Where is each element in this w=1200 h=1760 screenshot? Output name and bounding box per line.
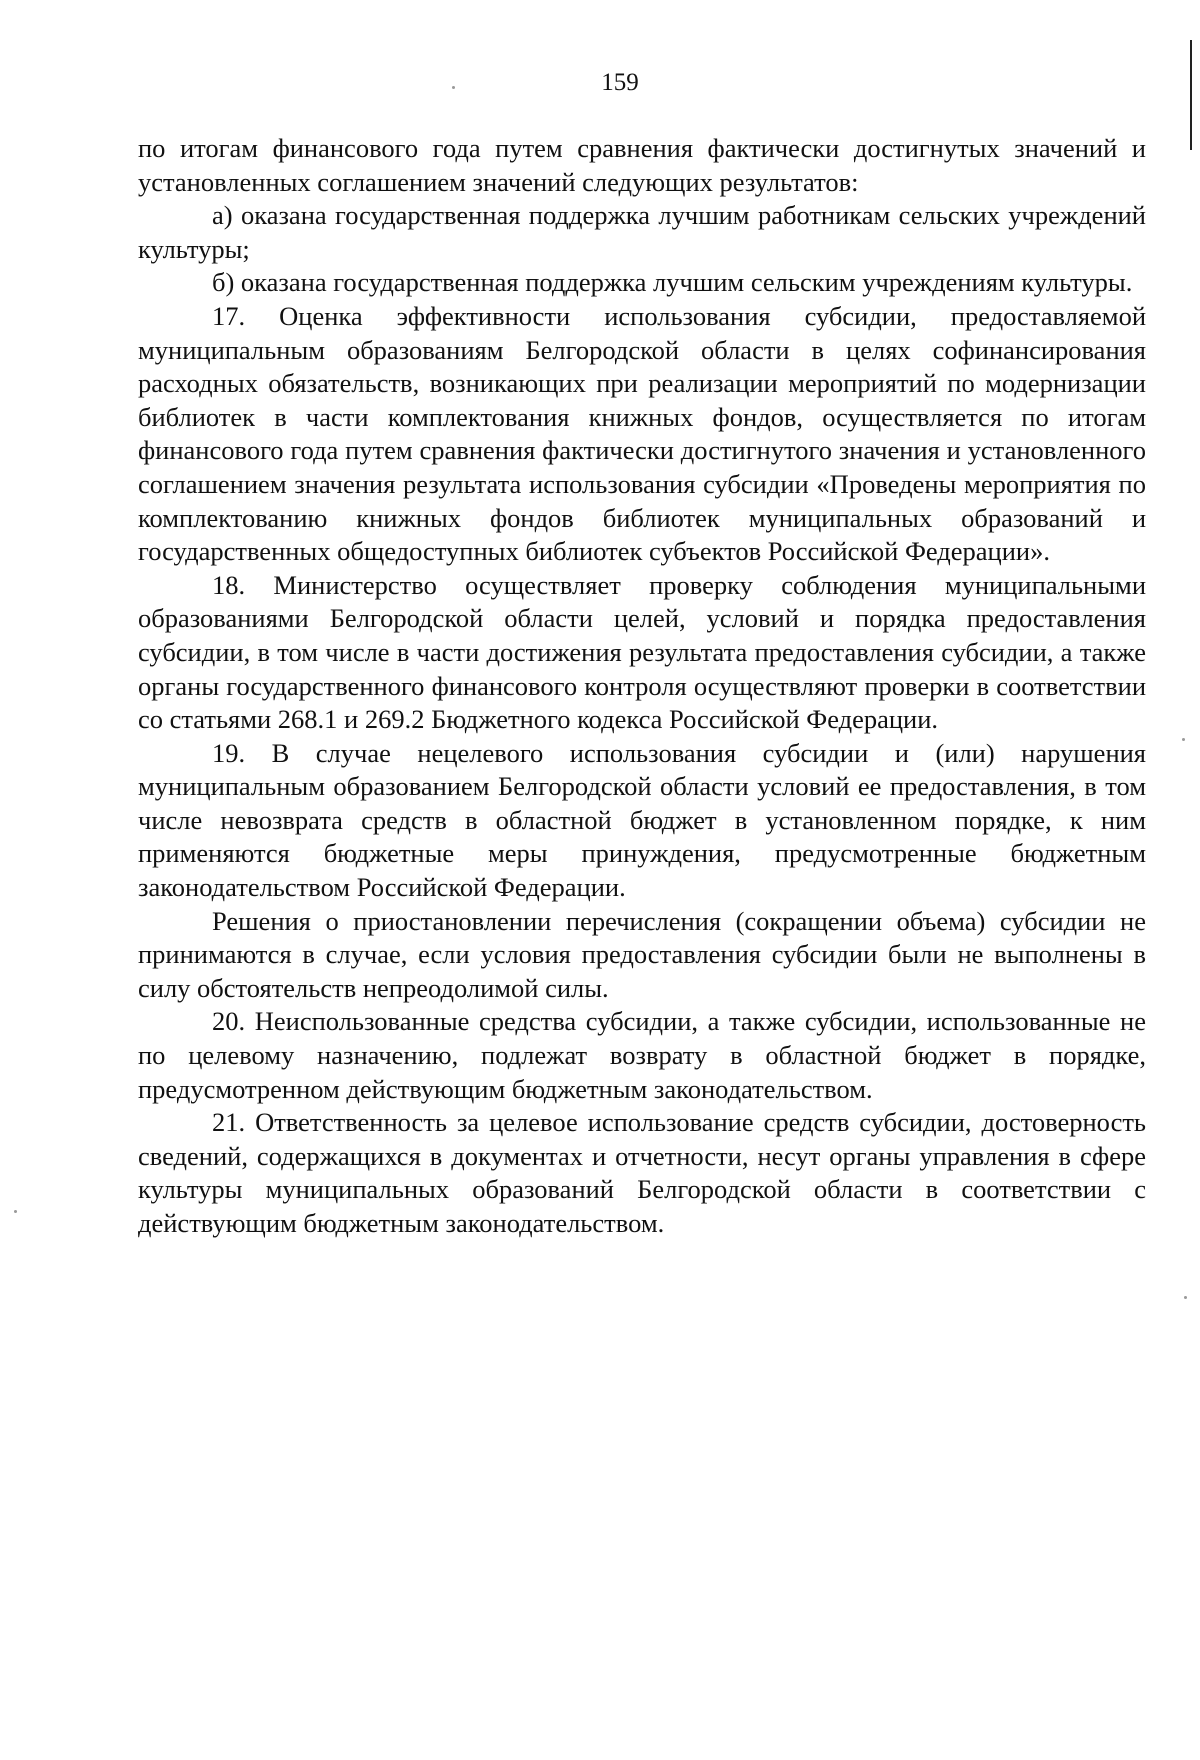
scan-speck — [1182, 738, 1185, 741]
paragraph-result-a: а) оказана государственная поддержка лучшим работникам сельских учреждений культуры; — [138, 200, 1146, 264]
scan-speck — [14, 1210, 17, 1213]
paragraph-clause-17: 17. Оценка эффективности использования субсидии, предоставляемой муниципальным образованиям Белгородской области в целях софинансирования расходных обязательств, возникающих при реализации мероприятий по модернизации библиотек в части комплектования книжных фондов, осуществляется по итогам финансового года путем сравнения фактически достигнутого значения и установленного соглашением значения результата использования субсидии «Проведены мероприятия по комплектованию книжных фондов библиотек муниципальных образований и государственных общедоступных библиотек субъектов Российской Федерации». — [138, 300, 1146, 567]
paragraph-clause-21: 21. Ответственность за целевое использование средств субсидии, достоверность сведений, содержащихся в документах и отчетности, несут органы управления в сфере культуры муниципальных образований Белгородской области в соответствии с действующим бюджетным законодательством. — [138, 1107, 1146, 1238]
paragraph-clause-19: 19. В случае нецелевого использования субсидии и (или) нарушения муниципальным образованием Белгородской области условий ее предоставления, в том числе невозврата средств в областной бюджет в установленном порядке, к ним применяются бюджетные меры принуждения, предусмотренные бюджетным законодательством Российской Федерации. — [138, 737, 1146, 903]
paragraph-clause-18: 18. Министерство осуществляет проверку соблюдения муниципальными образованиями Белгородской области целей, условий и порядка предоставления субсидии, в том числе в части достижения результата предоставления субсидии, а также органы государственного финансового контроля осуществляют проверки в соответствии со статьями 268.1 и 269.2 Бюджетного кодекса Российской Федерации. — [138, 569, 1146, 735]
paragraph-intro-continuation: по итогам финансового года путем сравнения фактически достигнутых значений и установленных соглашением значений следующих результатов: — [138, 133, 1146, 197]
document-body — [138, 132, 1146, 1241]
paragraph-result-b: б) оказана государственная поддержка лучшим сельским учреждениям культуры. — [212, 267, 1133, 298]
scan-speck — [1184, 1296, 1187, 1299]
paragraph-clause-19-decision: Решения о приостановлении перечисления (сокращении объема) субсидии не принимаются в случае, если условия предоставления субсидии были не выполнены в силу обстоятельств непреодолимой силы. — [138, 905, 1146, 1003]
page-number: 159 — [601, 69, 639, 96]
paragraph-clause-20: 20. Неиспользованные средства субсидии, а также субсидии, использованные не по целевому назначению, подлежат возврату в областной бюджет в порядке, предусмотренном действующим бюджетным законодательством. — [138, 1006, 1146, 1104]
